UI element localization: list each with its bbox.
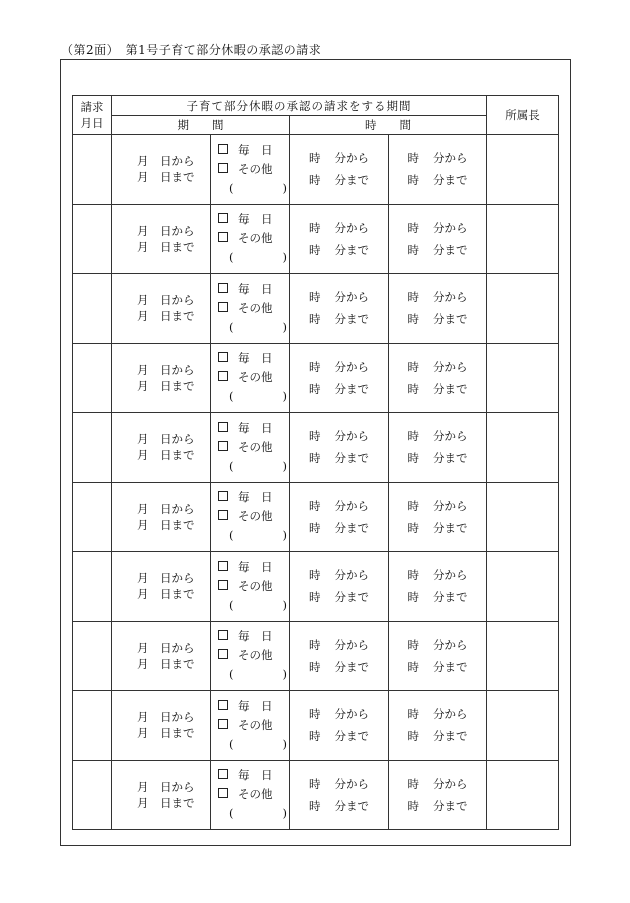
daily-checkbox[interactable]	[218, 700, 228, 710]
frequency-cell	[211, 413, 290, 483]
director-stamp-cell[interactable]	[487, 760, 559, 830]
daily-label: 毎 日	[238, 351, 273, 366]
request-date-cell[interactable]	[73, 413, 112, 483]
time-range-cell[interactable]: 時 分から 時 分まで	[290, 135, 389, 205]
other-label: その他	[238, 509, 273, 524]
table-row	[73, 343, 559, 413]
time-range-cell[interactable]: 時 分から 時 分まで	[290, 691, 389, 761]
frequency-cell	[211, 482, 290, 552]
director-stamp-cell[interactable]	[487, 343, 559, 413]
daily-label: 毎 日	[238, 490, 273, 505]
frequency-cell	[211, 691, 290, 761]
time-range-cell-2[interactable]: 時 分から 時 分まで	[389, 482, 487, 552]
daily-checkbox[interactable]	[218, 283, 228, 293]
daily-checkbox[interactable]	[218, 491, 228, 501]
other-label: その他	[238, 787, 273, 802]
time-range-cell[interactable]: 時 分から 時 分まで	[290, 274, 389, 344]
time-range-cell[interactable]: 時 分から 時 分まで	[290, 482, 389, 552]
table-row	[73, 552, 559, 622]
daily-label: 毎 日	[238, 768, 273, 783]
frequency-cell	[211, 274, 290, 344]
time-range-cell[interactable]: 時 分から 時 分まで	[290, 343, 389, 413]
frequency-cell	[211, 204, 290, 274]
date-range-cell[interactable]: 月 日から 月 日まで	[112, 204, 211, 274]
daily-checkbox[interactable]	[218, 422, 228, 432]
other-detail-field[interactable]: ( )	[229, 667, 287, 682]
other-label: その他	[238, 300, 273, 315]
time-range-cell-2[interactable]: 時 分から 時 分まで	[389, 204, 487, 274]
frequency-cell	[211, 135, 290, 205]
daily-label: 毎 日	[238, 559, 273, 574]
other-label: その他	[238, 439, 273, 454]
date-range-cell[interactable]: 月 日から 月 日まで	[112, 691, 211, 761]
director-stamp-cell[interactable]	[487, 552, 559, 622]
table-row	[73, 691, 559, 761]
other-detail-field[interactable]: ( )	[229, 597, 287, 612]
other-checkbox[interactable]	[218, 580, 228, 590]
other-checkbox[interactable]	[218, 719, 228, 729]
director-stamp-cell[interactable]	[487, 482, 559, 552]
date-range-cell[interactable]: 月 日から 月 日まで	[112, 482, 211, 552]
time-range-cell[interactable]: 時 分から 時 分まで	[290, 204, 389, 274]
period-header: 期 間	[112, 116, 290, 135]
table-row	[73, 204, 559, 274]
daily-label: 毎 日	[238, 420, 273, 435]
other-checkbox[interactable]	[218, 649, 228, 659]
time-range-cell[interactable]: 時 分から 時 分まで	[290, 621, 389, 691]
table-row	[73, 760, 559, 830]
time-range-cell[interactable]: 時 分から 時 分まで	[290, 760, 389, 830]
frequency-cell	[211, 621, 290, 691]
daily-checkbox[interactable]	[218, 144, 228, 154]
time-range-cell-2[interactable]: 時 分から 時 分まで	[389, 760, 487, 830]
other-label: その他	[238, 717, 273, 732]
date-range-cell[interactable]: 月 日から 月 日まで	[112, 343, 211, 413]
daily-checkbox[interactable]	[218, 630, 228, 640]
other-label: その他	[238, 161, 273, 176]
request-date-cell[interactable]	[73, 274, 112, 344]
time-range-cell-2[interactable]: 時 分から 時 分まで	[389, 413, 487, 483]
table-row	[73, 135, 559, 205]
director-stamp-cell[interactable]	[487, 413, 559, 483]
frequency-cell	[211, 552, 290, 622]
request-date-cell[interactable]	[73, 621, 112, 691]
other-checkbox[interactable]	[218, 441, 228, 451]
other-detail-field[interactable]: ( )	[229, 458, 287, 473]
table-row	[73, 482, 559, 552]
time-range-cell-2[interactable]: 時 分から 時 分まで	[389, 552, 487, 622]
daily-checkbox[interactable]	[218, 352, 228, 362]
other-checkbox[interactable]	[218, 510, 228, 520]
other-detail-field[interactable]: ( )	[229, 180, 287, 195]
time-range-cell-2[interactable]: 時 分から 時 分まで	[389, 343, 487, 413]
time-header: 時 間	[290, 116, 487, 135]
other-detail-field[interactable]: ( )	[229, 389, 287, 404]
other-checkbox[interactable]	[218, 788, 228, 798]
other-label: その他	[238, 231, 273, 246]
table-row	[73, 274, 559, 344]
time-range-cell[interactable]: 時 分から 時 分まで	[290, 552, 389, 622]
other-detail-field[interactable]: ( )	[229, 250, 287, 265]
date-range-cell[interactable]: 月 日から 月 日まで	[112, 621, 211, 691]
daily-label: 毎 日	[238, 212, 273, 227]
other-checkbox[interactable]	[218, 163, 228, 173]
daily-checkbox[interactable]	[218, 213, 228, 223]
time-range-cell[interactable]: 時 分から 時 分まで	[290, 413, 389, 483]
daily-checkbox[interactable]	[218, 561, 228, 571]
frequency-cell	[211, 760, 290, 830]
other-detail-field[interactable]: ( )	[229, 319, 287, 334]
daily-label: 毎 日	[238, 281, 273, 296]
request-date-cell[interactable]	[73, 552, 112, 622]
other-label: その他	[238, 648, 273, 663]
date-range-cell[interactable]: 月 日から 月 日まで	[112, 413, 211, 483]
request-date-cell[interactable]	[73, 343, 112, 413]
date-range-cell[interactable]: 月 日から 月 日まで	[112, 760, 211, 830]
daily-label: 毎 日	[238, 629, 273, 644]
time-range-cell-2[interactable]: 時 分から 時 分まで	[389, 691, 487, 761]
request-date-header: 請求 月日	[73, 96, 112, 135]
daily-checkbox[interactable]	[218, 769, 228, 779]
request-date-cell[interactable]	[73, 691, 112, 761]
date-range-cell[interactable]: 月 日から 月 日まで	[112, 552, 211, 622]
other-label: その他	[238, 370, 273, 385]
other-checkbox[interactable]	[218, 371, 228, 381]
director-stamp-cell[interactable]	[487, 691, 559, 761]
time-range-cell-2[interactable]: 時 分から 時 分まで	[389, 274, 487, 344]
frequency-cell	[211, 343, 290, 413]
request-table	[72, 95, 559, 830]
daily-label: 毎 日	[238, 142, 273, 157]
director-stamp-cell[interactable]	[487, 204, 559, 274]
director-header: 所属長	[487, 96, 559, 135]
request-date-cell[interactable]	[73, 135, 112, 205]
date-range-cell[interactable]: 月 日から 月 日まで	[112, 274, 211, 344]
other-checkbox[interactable]	[218, 232, 228, 242]
director-stamp-cell[interactable]	[487, 621, 559, 691]
date-range-cell[interactable]: 月 日から 月 日まで	[112, 135, 211, 205]
director-stamp-cell[interactable]	[487, 135, 559, 205]
other-detail-field[interactable]: ( )	[229, 806, 287, 821]
table-row	[73, 413, 559, 483]
time-range-cell-2[interactable]: 時 分から 時 分まで	[389, 135, 487, 205]
daily-label: 毎 日	[238, 698, 273, 713]
request-date-cell[interactable]	[73, 204, 112, 274]
request-date-cell[interactable]	[73, 482, 112, 552]
other-detail-field[interactable]: ( )	[229, 736, 287, 751]
director-stamp-cell[interactable]	[487, 274, 559, 344]
table-row	[73, 621, 559, 691]
other-label: その他	[238, 578, 273, 593]
request-date-cell[interactable]	[73, 760, 112, 830]
other-detail-field[interactable]: ( )	[229, 528, 287, 543]
period-span-header: 子育て部分休暇の承認の請求をする期間	[112, 96, 487, 116]
other-checkbox[interactable]	[218, 302, 228, 312]
time-range-cell-2[interactable]: 時 分から 時 分まで	[389, 621, 487, 691]
form-caption: （第2面） 第1号子育て部分休暇の承認の請求	[61, 43, 322, 57]
